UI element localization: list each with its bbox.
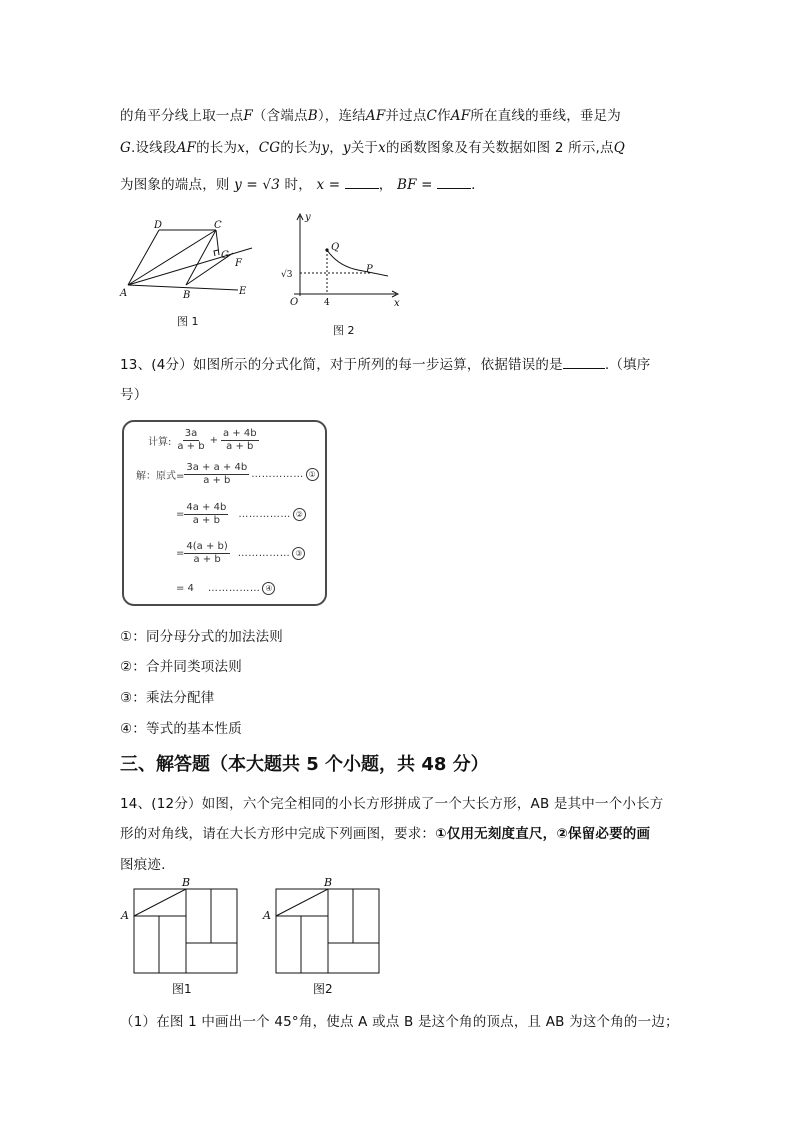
- segment-AC: [128, 230, 216, 285]
- calculation-box: [122, 420, 327, 606]
- diagonal-AB: [134, 889, 186, 916]
- calc-step-3: = $\frac{4(a + b)}{a + b}$ …………… ③: [176, 541, 305, 566]
- reason-4: ④：等式的基本性质: [120, 721, 242, 737]
- var-AF: AF: [365, 108, 386, 124]
- label-B: B: [183, 290, 191, 301]
- answer-blank-13[interactable]: [563, 356, 605, 369]
- label-P: P: [366, 264, 373, 275]
- p14-line3: 图痕迹.: [120, 857, 166, 873]
- label-C: C: [214, 220, 222, 231]
- fraction-3a: $\frac{3a}{a + b}$: [177, 428, 205, 452]
- var-B: B: [307, 108, 318, 124]
- p14-line1: 14、(12分）如图，六个完全相同的小长方形拼成了一个大长方形，AB 是其中一个小长方: [120, 796, 664, 812]
- p14-part1: （1）在图 1 中画出一个 45°角，使点 A 或点 B 是这个角的顶点，且 AB 为这个角的一边；: [120, 1014, 679, 1030]
- label-4: 4: [324, 298, 330, 308]
- calc-step-2: = $\frac{4a + 4b}{a + b}$ …………… ②: [176, 502, 306, 527]
- p12-line2: G.设线段AF的长为x，CG的长为y，y关于x的函数图象及有关数据如图 2 所示,点Q: [120, 140, 626, 156]
- diagonal-AB: [276, 889, 328, 916]
- step-marker-2: ②: [293, 508, 306, 521]
- label-A: A: [121, 909, 129, 922]
- reason-2: ②：合并同类项法则: [120, 659, 242, 675]
- step-marker-3: ③: [292, 547, 305, 560]
- reason-1: ①：同分母分式的加法法则: [120, 629, 284, 645]
- var-AF2: AF: [450, 108, 471, 124]
- answer-blank-x[interactable]: [345, 176, 379, 189]
- label-D: D: [154, 220, 163, 231]
- fig1-caption: 图 1: [177, 315, 199, 328]
- section-heading: 三、解答题（本大题共 5 个小题，共 48 分）: [120, 754, 489, 775]
- p14-fig2-caption: 图2: [313, 982, 333, 996]
- var-C: C: [426, 108, 438, 124]
- p14-figure-2: [260, 875, 385, 977]
- fraction-a4b: $\frac{a + 4b}{a + b}$: [222, 428, 257, 452]
- equation-y-sqrt3: y = √3: [234, 177, 281, 193]
- label-x: x: [394, 298, 400, 309]
- p12-line1: 的角平分线上取一点F（含端点B），连结AF并过点C作AF所在直线的垂线，垂足为: [120, 108, 621, 124]
- calc-step-1: 解：原式= $\frac{3a + a + 4b}{a + b}$ …………… ①: [136, 462, 319, 487]
- figure-2-graph: [278, 210, 408, 310]
- line-AF: [128, 248, 252, 285]
- curve-QP: [327, 250, 388, 276]
- p14-line2: 形的对角线，请在大长方形中完成下列画图，要求：①仅用无刻度直尺，②保留必要的画: [120, 826, 651, 842]
- calc-step-4: = 4 …………… ④: [176, 582, 275, 595]
- label-B: B: [182, 876, 191, 889]
- segment-CG: [216, 230, 219, 255]
- var-F: F: [243, 108, 253, 124]
- calc-problem: 计算: $\frac{3a}{a + b}$ + $\frac{a + 4b}{a + b}$: [148, 428, 257, 452]
- label-A: A: [263, 909, 271, 922]
- label-y: y: [305, 212, 311, 223]
- answer-blank-bf[interactable]: [437, 176, 471, 189]
- label-sqrt3: √3: [281, 270, 293, 280]
- label-B: B: [324, 876, 333, 889]
- step-marker-4: ④: [262, 582, 275, 595]
- label-A: A: [120, 288, 128, 299]
- p12-line3: 为图象的端点，则 y = √3 时， x = ， BF = .: [120, 177, 476, 193]
- right-angle-mark: [214, 250, 218, 256]
- label-E: E: [239, 286, 247, 297]
- p14-figure-1: [118, 875, 243, 977]
- p13-line2: 号）: [120, 387, 148, 403]
- label-F: F: [235, 258, 242, 269]
- label-Q: Q: [331, 242, 340, 253]
- step-marker-1: ①: [306, 468, 319, 481]
- point-Q: [325, 248, 328, 251]
- label-O: O: [290, 297, 299, 308]
- segment-CB: [186, 230, 216, 285]
- p13-line1: 13、(4分）如图所示的分式化简，对于所列的每一步运算，依据错误的是 .（填序: [120, 357, 651, 373]
- reason-3: ③：乘法分配律: [120, 690, 215, 706]
- label-G: G: [221, 250, 229, 261]
- p14-fig1-caption: 图1: [172, 982, 192, 996]
- fig2-caption: 图 2: [333, 324, 355, 337]
